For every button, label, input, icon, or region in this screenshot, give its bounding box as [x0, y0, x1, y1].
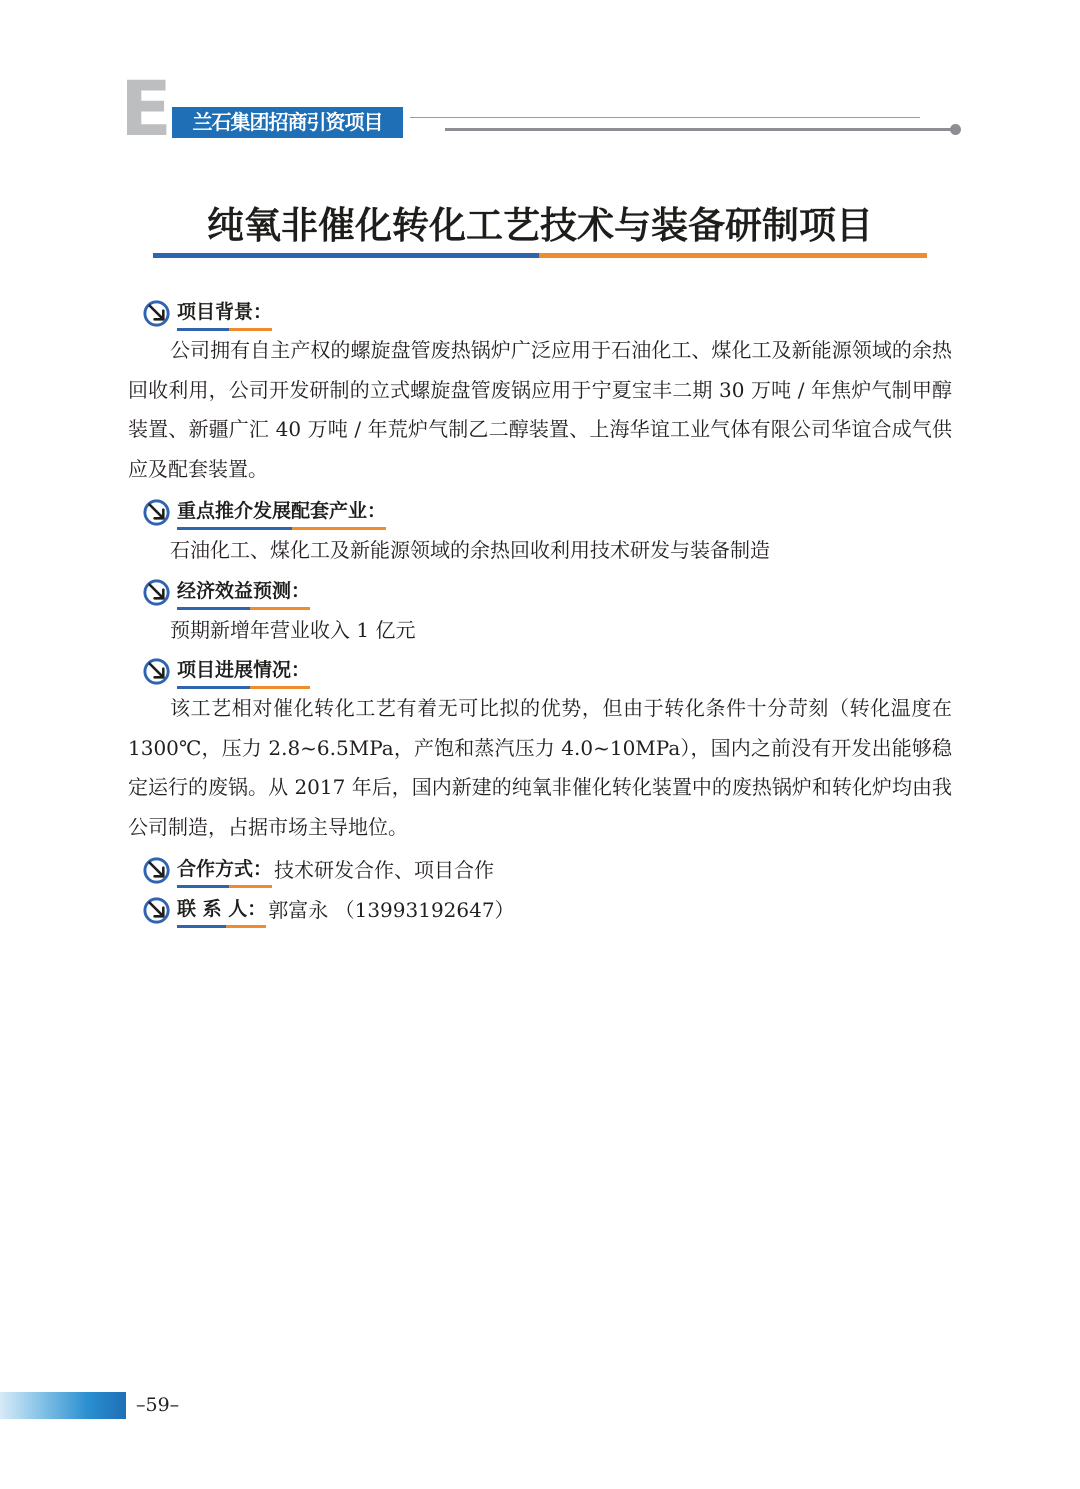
header-rule-thin [410, 117, 920, 118]
arrow-circle-icon [142, 298, 173, 329]
chapter-letter: E [120, 64, 172, 153]
page-title: 纯氧非催化转化工艺技术与装备研制项目 [207, 204, 873, 247]
section-heading-label: 项目背景： [177, 298, 272, 328]
footer-gradient-bar [0, 1392, 126, 1419]
arrow-circle-icon [142, 895, 173, 926]
arrow-circle-icon [142, 577, 173, 608]
section-body-industries: 石油化工、煤化工及新能源领域的余热回收利用技术研发与装备制造 [170, 538, 770, 562]
section-heading-label: 合作方式： [177, 855, 272, 885]
section-body-background: 公司拥有自主产权的螺旋盘管废热锅炉广泛应用于石油化工、煤化工及新能源领域的余热回收利用，公司开发研制的立式螺旋盘管废锅应用于宁夏宝丰二期 30 万吨 / 年焦炉气制甲醇装置、新疆广汇 40 万吨 / 年荒炉气制乙二醇装置、上海华谊工业气体有限公司华谊合成气供应及配套装置。 [128, 338, 952, 481]
header-banner: 兰石集团招商引资项目 [172, 107, 403, 138]
title-underline-orange [539, 253, 927, 258]
title-underline-blue [153, 253, 539, 258]
section-heading-label: 项目进展情况： [177, 656, 310, 686]
page-number: –59– [136, 1394, 180, 1416]
section-body-forecast: 预期新增年营业收入 1 亿元 [170, 618, 416, 642]
arrow-circle-icon [142, 656, 173, 687]
header-rule-thick [445, 128, 953, 131]
section-body-progress: 该工艺相对催化转化工艺有着无可比拟的优势，但由于转化条件十分苛刻（转化温度在 1300℃，压力 2.8~6.5MPa，产饱和蒸汽压力 4.0~10MPa），国内之前没有开发出能够稳定运行的废锅。从 2017 年后，国内新建的纯氧非催化转化装置中的废热锅炉和转化炉均由我公司制造，占据市场主导地位。 [128, 696, 952, 839]
cooperation-value: 技术研发合作、项目合作 [274, 858, 495, 882]
section-heading-label: 重点推介发展配套产业： [177, 497, 386, 527]
contact-value: 郭富永 （13993192647） [268, 898, 515, 922]
section-heading-label: 经济效益预测： [177, 577, 310, 607]
section-heading-background [142, 296, 272, 330]
section-heading-progress [142, 654, 310, 688]
section-heading-forecast [142, 575, 310, 609]
arrow-circle-icon [142, 855, 173, 886]
section-heading-industries [142, 495, 386, 529]
section-heading-contact [142, 893, 515, 927]
section-heading-label: 联 系 人： [177, 895, 266, 925]
arrow-circle-icon [142, 497, 173, 528]
header-rule-dot [950, 124, 961, 135]
section-heading-cooperation [142, 853, 494, 887]
